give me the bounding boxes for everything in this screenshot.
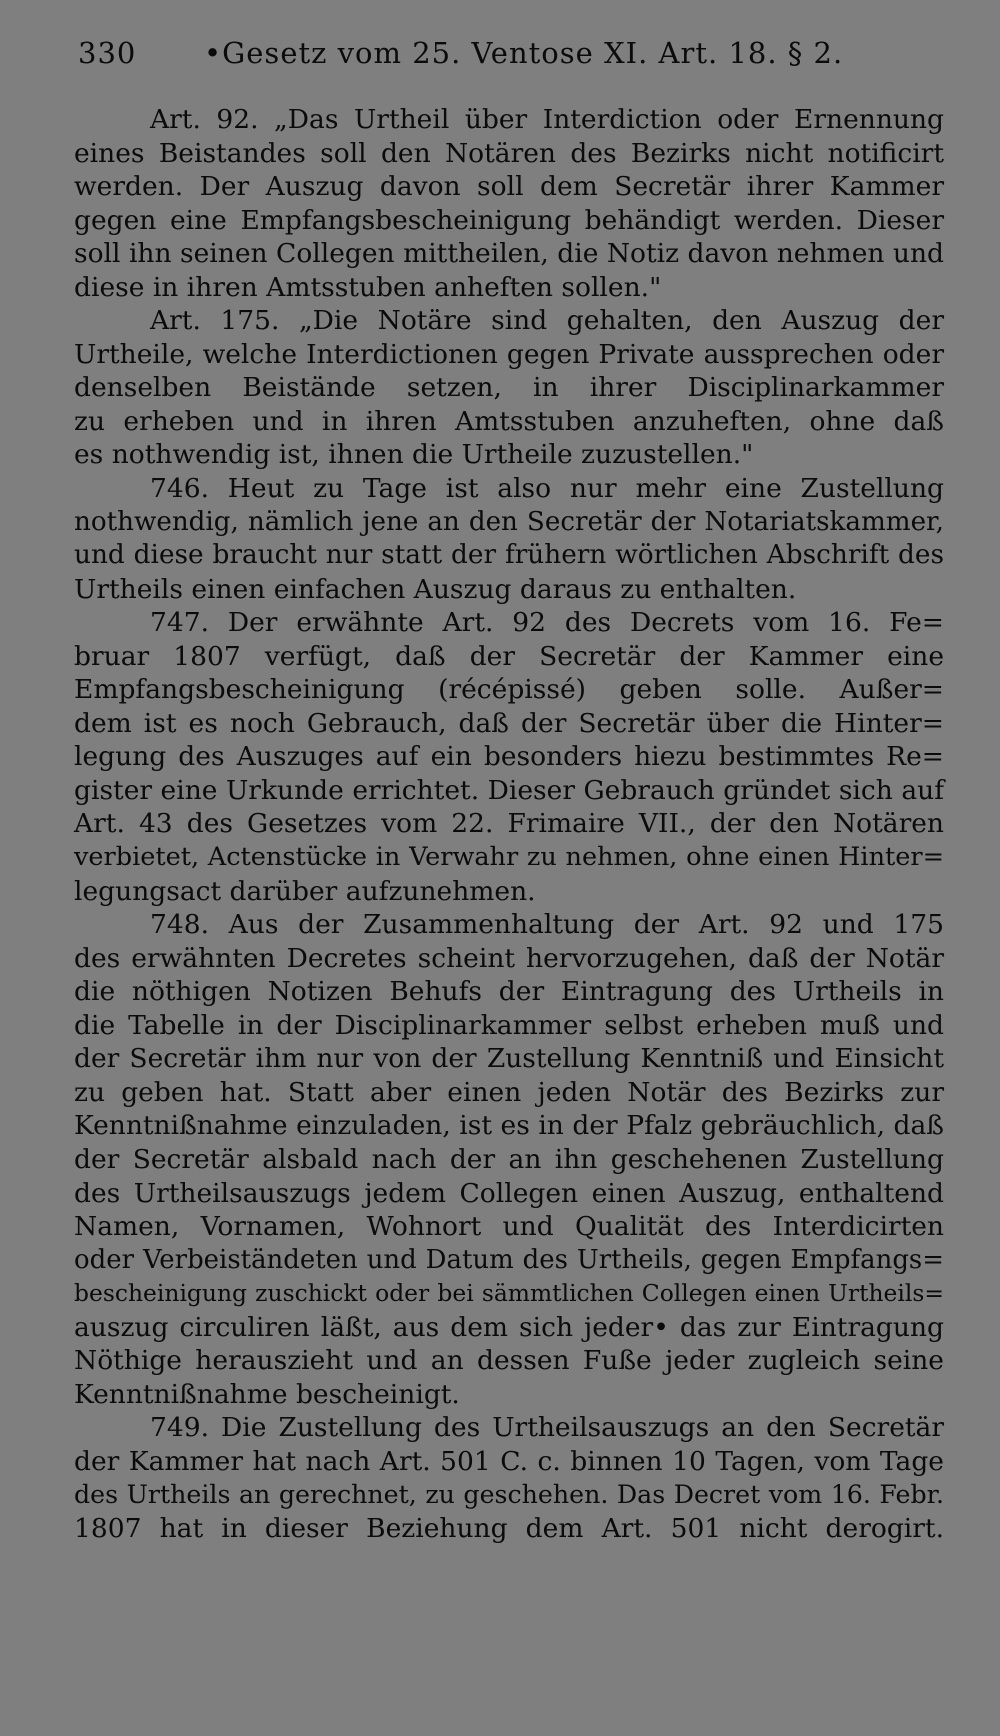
text-line: Urtheils einen einfachen Auszug daraus zu enthalten.	[74, 573, 797, 605]
text-line: der Secretär ihm nur von der Zustellung Kenntniß und Einsicht	[74, 1043, 944, 1075]
text-line: legungsact darüber aufzunehmen.	[74, 875, 536, 907]
text-line: dem ist es noch Gebrauch, daß der Secretär über die Hinter=	[74, 707, 944, 739]
text-line: verbietet, Actenstücke in Verwahr zu nehmen, ohne einen Hinter=	[74, 842, 944, 873]
text-line: des Urtheilsauszugs jedem Collegen einen Auszug, enthaltend	[74, 1177, 944, 1209]
text-line: gegen eine Empfangsbescheinigung behändigt werden. Dieser	[74, 204, 944, 236]
text-line: 746. Heut zu Tage ist also nur mehr eine Zustellung	[150, 473, 944, 505]
text-line: Kenntnißnahme einzuladen, ist es in der Pfalz gebräuchlich, daß	[74, 1110, 944, 1142]
text-line: 1807 hat in dieser Beziehung dem Art. 501 nicht derogirt.	[74, 1512, 944, 1544]
text-line: denselben Beistände setzen, in ihrer Disciplinarkammer	[74, 372, 944, 404]
text-line: 747. Der erwähnte Art. 92 des Decrets vom 16. Fe=	[150, 607, 944, 639]
text-line: soll ihn seinen Collegen mittheilen, die Notiz davon nehmen und	[74, 238, 944, 270]
text-line: 748. Aus der Zusammenhaltung der Art. 92 und 175	[150, 909, 944, 941]
text-line: nothwendig, nämlich jene an den Secretär der Notariatskammer,	[74, 506, 944, 537]
text-line: die nöthigen Notizen Behufs der Eintragung des Urtheils in	[74, 976, 944, 1008]
text-line: Nöthige herauszieht und an dessen Fuße jeder zugleich seine	[74, 1345, 944, 1377]
text-line: eines Beistandes soll den Notären des Bezirks nicht notificirt	[74, 137, 944, 169]
text-line: der Kammer hat nach Art. 501 C. c. binnen 10 Tagen, vom Tage	[74, 1445, 944, 1477]
text-line: des Urtheils an gerechnet, zu geschehen. Das Decret vom 16. Febr.	[74, 1480, 944, 1510]
text-line: diese in ihren Amtsstuben anheften sollen."	[74, 271, 662, 303]
text-line: Urtheile, welche Interdictionen gegen Private aussprechen oder	[74, 338, 944, 370]
text-line: und diese braucht nur statt der frühern wörtlichen Abschrift des	[74, 540, 944, 571]
running-title: •Gesetz vom 25. Ventose XI. Art. 18. § 2.	[204, 36, 844, 70]
text-line: oder Verbeiständeten und Datum des Urtheils, gegen Empfangs=	[74, 1244, 944, 1275]
text-line: Art. 175. „Die Notäre sind gehalten, den Auszug der	[150, 305, 944, 337]
running-head	[78, 36, 938, 76]
text-line: legung des Auszuges auf ein besonders hiezu bestimmtes Re=	[74, 741, 944, 773]
text-line: Kenntnißnahme bescheinigt.	[74, 1378, 460, 1410]
text-line: Empfangsbescheinigung (récépissé) geben solle. Außer=	[74, 674, 944, 706]
text-line: bruar 1807 verfügt, daß der Secretär der Kammer eine	[74, 640, 944, 672]
text-line: zu erheben und in ihren Amtsstuben anzuheften, ohne daß	[74, 405, 944, 437]
text-line: Namen, Vornamen, Wohnort und Qualität des Interdicirten	[74, 1211, 944, 1243]
text-line: Art. 43 des Gesetzes vom 22. Frimaire VII., der den Notären	[74, 808, 944, 840]
text-line: es nothwendig ist, ihnen die Urtheile zuzustellen."	[74, 439, 754, 471]
text-line: Art. 92. „Das Urtheil über Interdiction oder Ernennung	[150, 104, 944, 135]
text-line: die Tabelle in der Disciplinarkammer selbst erheben muß und	[74, 1009, 944, 1041]
body-text	[74, 103, 944, 1546]
text-line: 749. Die Zustellung des Urtheilsauszugs an den Secretär	[150, 1412, 944, 1444]
text-line: auszug circuliren läßt, aus dem sich jeder• das zur Eintragung	[74, 1311, 944, 1343]
text-line: des erwähnten Decretes scheint hervorzugehen, daß der Notär	[74, 942, 944, 974]
page-number: 330	[78, 36, 137, 70]
text-line: der Secretär alsbald nach der an ihn geschehenen Zustellung	[74, 1143, 944, 1175]
text-line: werden. Der Auszug davon soll dem Secretär ihrer Kammer	[74, 171, 944, 203]
text-line: gister eine Urkunde errichtet. Dieser Gebrauch gründet sich auf	[74, 774, 944, 806]
text-line: bescheinigung zuschickt oder bei sämmtlichen Collegen einen Urtheils=	[74, 1279, 944, 1308]
text-line: zu geben hat. Statt aber einen jeden Notär des Bezirks zur	[74, 1076, 944, 1108]
